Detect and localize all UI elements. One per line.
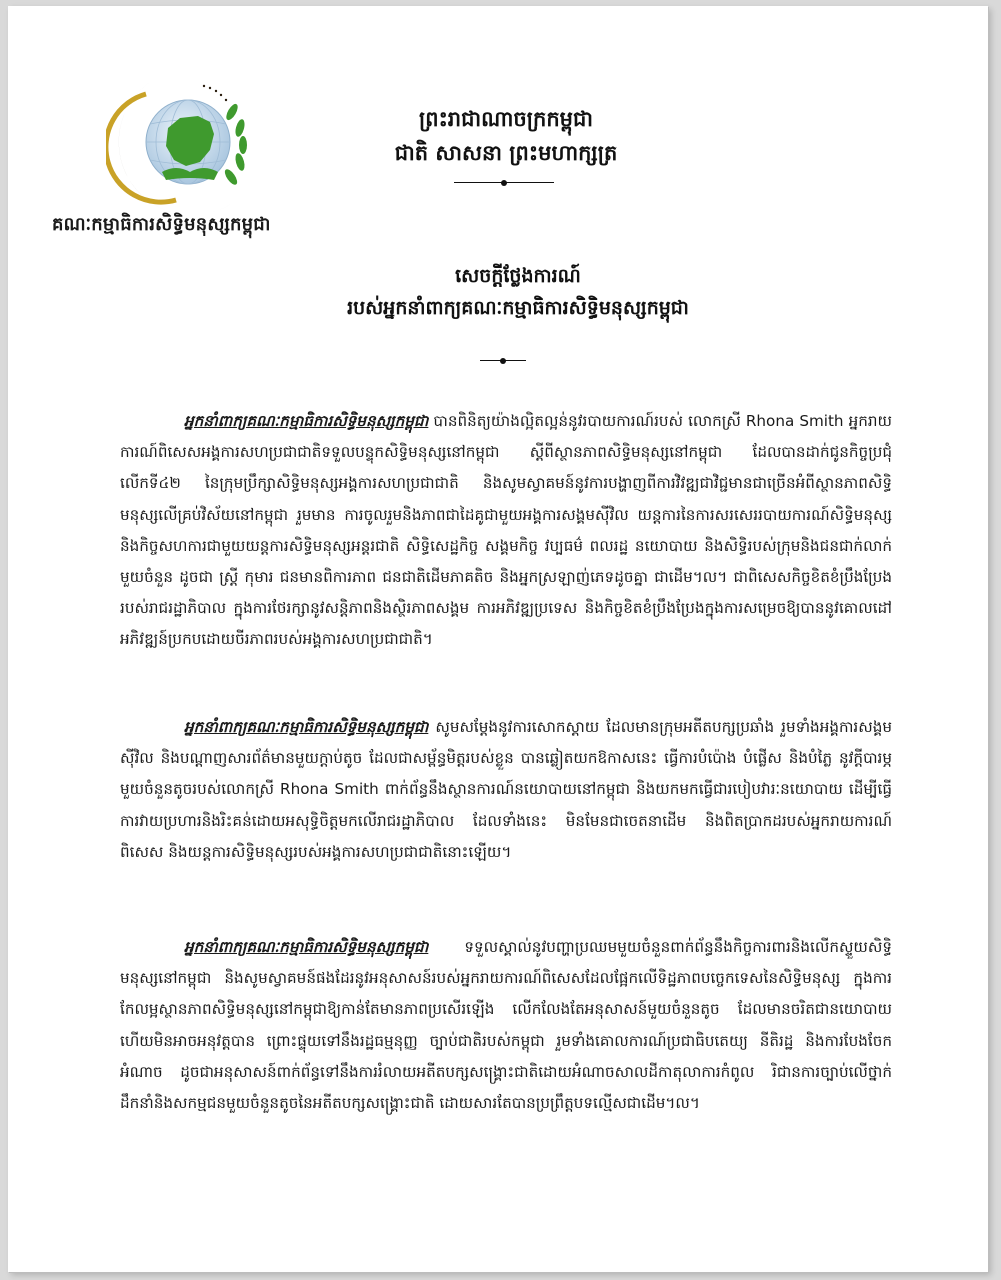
organization-name: គណៈកម្មាធិការសិទ្ធិមនុស្សកម្ពុជា [52,214,271,235]
paragraph-1-text: បានពិនិត្យយ៉ាងល្អិតល្អន់នូវរបាយការណ៍របស់ លោកស្រី Rhona Smith អ្នករាយការណ៍ពិសេសអង្គការសហប្រជាជាតិទទួលបន្ទុកសិទ្ធិមនុស្សនៅកម្ពុជា ស្តីពីស្ថានភាពសិទ្ធិមនុស្សនៅកម្ពុជា ដែលបានដាក់ជូនកិច្ចប្រជុំលើកទី៤២ នៃក្រុមប្រឹក្សាសិទ្ធិមនុស្សអង្គការសហប្រជាជាតិ និងសូមស្វាគមន៍នូវការបង្ហាញពីការវិវឌ្ឍជាវិជ្ជមានជាច្រើនអំពីស្ថានភាពសិទ្ធិមនុស្សលើគ្រប់វិស័យនៅកម្ពុជា រួមមាន ការចូលរួមនិងភាពជាដៃគូជាមួយអង្គការសង្គមស៊ីវិល យន្តការនៃការសរសេររបាយការណ៍សិទ្ធិមនុស្ស និងកិច្ចសហការជាមួយយន្តការសិទ្ធិមនុស្សអន្តរជាតិ សិទ្ធិសេដ្ឋកិច្ច សង្គមកិច្ច វប្បធម៌ ពលរដ្ឋ នយោបាយ និងសិទ្ធិរបស់ក្រុមនិងជនជាក់លាក់មួយចំនួន ដូចជា ស្ត្រី កុមារ ជនមានពិការភាព ជនជាតិដើមភាគតិច និងអ្នកស្រឡាញ់ភេទដូចគ្នា ជាដើម។ល។ ជាពិសេសកិច្ចខិតខំប្រឹងប្រែងរបស់រាជរដ្ឋាភិបាល ក្នុងការថែរក្សានូវសន្តិភាពនិងស្ថិរភាពសង្គម ការអភិវឌ្ឍប្រទេស និងកិច្ចខិតខំប្រឹងប្រែងក្នុងការសម្រេចឱ្យបាននូវគោលដៅអភិវឌ្ឍន៍ប្រកបដោយចីរភាពរបស់អង្គការសហប្រជាជាតិ។ [120,412,892,649]
kingdom-line-1: ព្រះរាជាណាចក្រកម្ពុជា [418,107,593,131]
kingdom-header [376,102,636,170]
header-divider [454,180,554,186]
paragraph-3-text: ទទួលស្គាល់នូវបញ្ហាប្រឈមមួយចំនួនពាក់ព័ន្ធនឹងកិច្ចការពារនិងលើកស្ទួយសិទ្ធិមនុស្សនៅកម្ពុជា និងសូមស្វាគមន៍ផងដែរនូវអនុសាសន៍របស់អ្នករាយការណ៍ពិសេសដែលផ្អែកលើទិដ្ឋភាពបច្ចេកទេសនៃសិទ្ធិមនុស្ស ក្នុងការកែលម្អស្ថានភាពសិទ្ធិមនុស្សនៅកម្ពុជាឱ្យកាន់តែមានភាពប្រសើរឡើង លើកលែងតែអនុសាសន៍មួយចំនួនតូច ដែលមានចរិតជានយោបាយ ហើយមិនអាចអនុវត្តបាន ព្រោះផ្ទុយទៅនឹងរដ្ឋធម្មនុញ្ញ ច្បាប់ជាតិរបស់កម្ពុជា រួមទាំងគោលការណ៍ប្រជាធិបតេយ្យ នីតិរដ្ឋ និងការបែងចែកអំណាច ដូចជាអនុសាសន៍ពាក់ព័ន្ធទៅនឹងការរំលាយអតីតបក្សសង្គ្រោះជាតិដោយអំណាចសាលដីកាតុលាការកំពូល រិជានការច្បាប់លើថ្នាក់ដឹកនាំនិងសកម្មជនមួយចំនួនតូចនៃអតីតបក្សសង្គ្រោះជាតិ ដោយសារតែបានប្រព្រឹត្តបទល្មើសជាដើម។ល។ [120,938,892,1113]
paragraph-2-lead: អ្នកនាំពាក្យគណៈកម្មាធិការសិទ្ធិមនុស្សកម្ពុជា [184,718,429,736]
title-line-1: សេចក្តីថ្លែងការណ៍ [455,265,581,287]
document-page [8,6,988,1272]
organization-logo [106,72,266,212]
paragraph-1-lead: អ្នកនាំពាក្យគណៈកម្មាធិការសិទ្ធិមនុស្សកម្ពុជា [184,412,429,430]
title-divider [480,358,526,364]
paragraph-2-text: សូមសម្តែងនូវការសោកស្តាយ ដែលមានក្រុមអតីតបក្សប្រឆាំង រួមទាំងអង្គការសង្គមស៊ីវិល និងបណ្តាញសារព័ត៌មានមួយក្តាប់តូច ដែលជាសម្ព័ន្ធមិត្តរបស់ខ្លួន បានឆ្លៀតយកឱកាសនេះ ធ្វើការបំប៉ោង បំផ្លើស និងបំភ្លៃ នូវក្តីបារម្ភមួយចំនួនតូចរបស់លោកស្រី Rhona Smith ពាក់ព័ន្ធនឹងស្ថានការណ៍នយោបាយនៅកម្ពុជា និងយកមកធ្វើជារបៀបវារៈនយោបាយ ដើម្បីធ្វើការវាយប្រហារនិងរិះគន់ដោយអសុទ្ធិចិត្តមកលើរាជរដ្ឋាភិបាល ដែលទាំងនេះ មិនមែនជាចេតនាដើម និងពិតប្រាកដរបស់អ្នករាយការណ៍ពិសេស និងយន្តការសិទ្ធិមនុស្សរបស់អង្គការសហប្រជាជាតិនោះឡើយ។ [120,718,892,861]
paragraph-3-lead: អ្នកនាំពាក្យគណៈកម្មាធិការសិទ្ធិមនុស្សកម្ពុជា [184,938,429,956]
paragraph-3 [120,932,892,1119]
kingdom-line-2: ជាតិ សាសនា ព្រះមហាក្សត្រ [394,141,618,165]
title-line-2: របស់អ្នកនាំពាក្យគណៈកម្មាធិការសិទ្ធិមនុស្សកម្ពុជា [347,297,689,319]
paragraph-2 [120,712,892,868]
statement-title [258,260,778,324]
paragraph-1 [120,406,892,656]
